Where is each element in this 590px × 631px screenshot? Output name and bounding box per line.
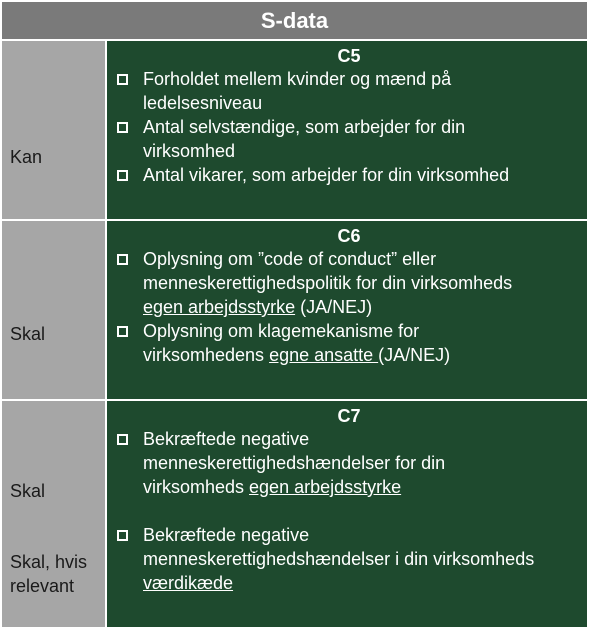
table-header bbox=[2, 2, 587, 41]
row-label-secondary: Skal, hvis relevant bbox=[10, 552, 88, 596]
row-content-cell bbox=[107, 221, 587, 399]
table-row-c7 bbox=[2, 401, 587, 627]
row-label-cell bbox=[2, 41, 105, 219]
list-item: Bekræftede negative menneskerettighedshændelser i din virksomheds værdikæde bbox=[117, 523, 581, 595]
row-label-cell bbox=[2, 221, 105, 399]
checkbox-icon bbox=[117, 170, 128, 181]
list-item: Antal selvstændige, som arbejder for din virksomhed bbox=[117, 115, 581, 163]
checkbox-icon bbox=[117, 326, 128, 337]
underlined-term: egne ansatte bbox=[269, 345, 379, 365]
section-code: C7 bbox=[337, 406, 361, 426]
list-item: Antal vikarer, som arbejder for din virksomhed bbox=[117, 163, 581, 187]
row-content-cell bbox=[107, 41, 587, 219]
checkbox-icon bbox=[117, 74, 128, 85]
underlined-term: egen arbejdsstyrke bbox=[249, 477, 402, 497]
table-title: S-data bbox=[260, 7, 329, 33]
list-item: Oplysning om ”code of conduct” eller menneskerettighedspolitik for din virksomheds egen arbejdsstyrke (JA/NEJ) bbox=[117, 247, 581, 319]
row-label: Skal bbox=[10, 481, 46, 501]
checkbox-icon bbox=[117, 122, 128, 133]
row-label-cell bbox=[2, 401, 105, 627]
row-label: Skal bbox=[10, 324, 46, 344]
underlined-term: værdikæde bbox=[143, 573, 234, 593]
section-code: C6 bbox=[337, 226, 361, 246]
list-item: Bekræftede negative menneskerettighedshændelser for din virksomheds egen arbejdsstyrke bbox=[117, 427, 581, 499]
table-row-c5 bbox=[2, 41, 587, 219]
list-item: Forholdet mellem kvinder og mænd på ledelsesniveau bbox=[117, 67, 581, 115]
table-row-c6 bbox=[2, 221, 587, 399]
checkbox-icon bbox=[117, 434, 128, 445]
checkbox-icon bbox=[117, 530, 128, 541]
row-content-cell bbox=[107, 401, 587, 627]
underlined-term: egen arbejdsstyrke bbox=[143, 297, 296, 317]
row-label: Kan bbox=[10, 147, 43, 167]
checkbox-icon bbox=[117, 254, 128, 265]
section-code: C5 bbox=[337, 46, 361, 66]
list-item: Oplysning om klagemekanisme for virksomhedens egne ansatte (JA/NEJ) bbox=[117, 319, 581, 367]
